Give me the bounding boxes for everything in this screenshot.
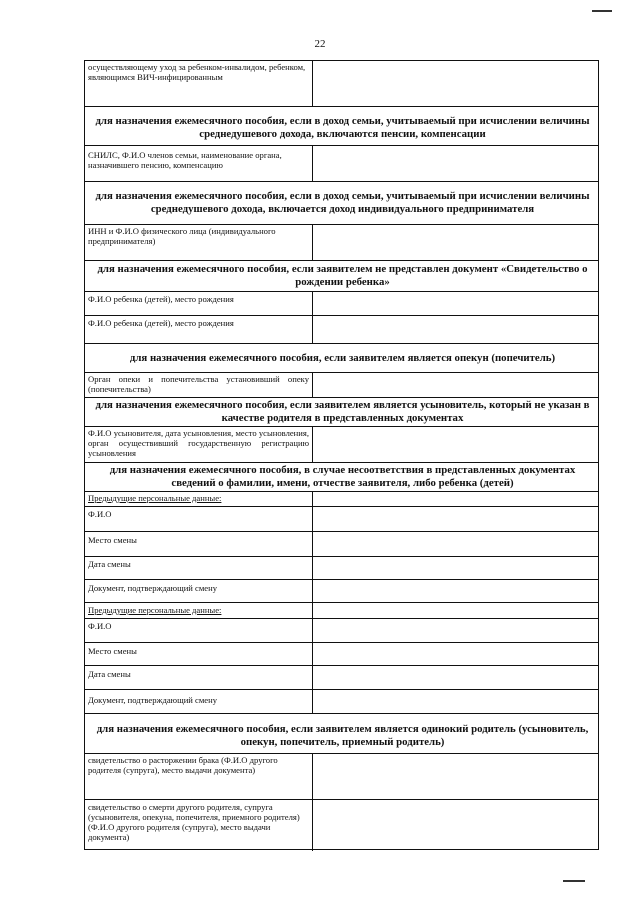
section-entrepreneur-heading: для назначения ежемесячного пособия, если в доход семьи, учитываемый при исчислении величины среднедушевого дохода, включается доход индивидуального предпринимателя <box>95 190 590 215</box>
section-name-mismatch-heading: для назначения ежемесячного пособия, в случае несоответствия в представленных документах сведений о фамилии, имени, отчестве заявителя, либо ребенка (детей) <box>109 464 576 489</box>
row-care-label: осуществляющему уход за ребенком-инвалидом, ребенком, являющимся ВИЧ-инфицированным <box>88 62 306 82</box>
row-divider <box>85 556 598 557</box>
row-divider <box>85 145 598 146</box>
column-divider <box>312 753 313 851</box>
scan-mark-top <box>592 10 612 12</box>
column-divider <box>312 372 313 397</box>
row-divider <box>85 799 598 800</box>
column-divider <box>312 145 313 181</box>
column-divider <box>312 224 313 260</box>
row-divider <box>85 531 598 532</box>
section-single-parent-heading: для назначения ежемесячного пособия, если заявителем является одинокий родитель (усыновитель, опекун, попечитель, приемный родитель) <box>96 723 589 748</box>
column-divider <box>312 426 313 462</box>
row-adoption-label: Ф.И.О усыновителя, дата усыновления, место усыновления, орган осуществивший государственную регистрацию усыновления <box>88 428 309 458</box>
change-date-label: Дата смены <box>88 559 131 569</box>
row-divider <box>85 506 598 507</box>
page-number: 22 <box>314 38 326 50</box>
row-guardianship-body-label: Орган опеки и попечительства установивший опеку (попечительства) <box>88 374 309 394</box>
row-divider <box>85 579 598 580</box>
change-document-label: Документ, подтверждающий смену <box>88 583 218 593</box>
change-place-label: Место смены <box>88 535 137 545</box>
fio-label: Ф.И.О <box>88 621 112 631</box>
fio-label: Ф.И.О <box>88 509 112 519</box>
row-divider <box>85 491 598 492</box>
change-date-label: Дата смены <box>88 669 131 679</box>
section-pensions-heading: для назначения ежемесячного пособия, если в доход семьи, учитываемый при исчислении величины среднедушевого дохода, включаются пенсии, компенсации <box>95 115 590 140</box>
row-divider <box>85 665 598 666</box>
row-inn-label: ИНН и Ф.И.О физического лица (индивидуального предпринимателя) <box>88 226 276 246</box>
row-divider <box>85 106 598 107</box>
previous-data-label: Предыдущие персональные данные: <box>88 605 222 615</box>
row-divorce-certificate-label: свидетельство о расторжении брака (Ф.И.О другого родителя (супруга), место выдачи документа) <box>88 755 278 775</box>
row-divider <box>85 291 598 292</box>
row-divider <box>85 315 598 316</box>
document-table <box>84 60 599 850</box>
row-death-certificate-label: свидетельство о смерти другого родителя, супруга (усыновителя, опекуна, попечителя, приемного родителя) (Ф.И.О другого родителя (супруга), место выдачи документа) <box>88 802 300 842</box>
section-guardian-heading: для назначения ежемесячного пособия, если заявителем является опекун (попечитель) <box>129 351 556 364</box>
section-adopter-heading: для назначения ежемесячного пособия, если заявителем является усыновитель, который не указан в качестве родителя в представленных документах <box>95 399 590 424</box>
row-divider <box>85 602 598 603</box>
previous-data-label: Предыдущие персональные данные: <box>88 493 222 503</box>
row-divider <box>85 689 598 690</box>
column-divider <box>312 61 313 106</box>
row-divider <box>85 642 598 643</box>
row-divider <box>85 618 598 619</box>
column-divider <box>312 291 313 343</box>
row-snils-label: СНИЛС, Ф.И.О членов семьи, наименование органа, назначившего пенсию, компенсацию <box>88 150 282 170</box>
section-birth-certificate-heading: для назначения ежемесячного пособия, если заявителем не представлен документ «Свидетельство о рождении ребенка» <box>97 263 588 288</box>
row-child-birthplace-label: Ф.И.О ребенка (детей), место рождения <box>88 318 234 328</box>
scan-mark-bottom <box>563 880 585 882</box>
change-document-label: Документ, подтверждающий смену <box>88 695 218 705</box>
row-divider <box>85 713 598 714</box>
row-child-birthplace-label: Ф.И.О ребенка (детей), место рождения <box>88 294 234 304</box>
change-place-label: Место смены <box>88 646 137 656</box>
